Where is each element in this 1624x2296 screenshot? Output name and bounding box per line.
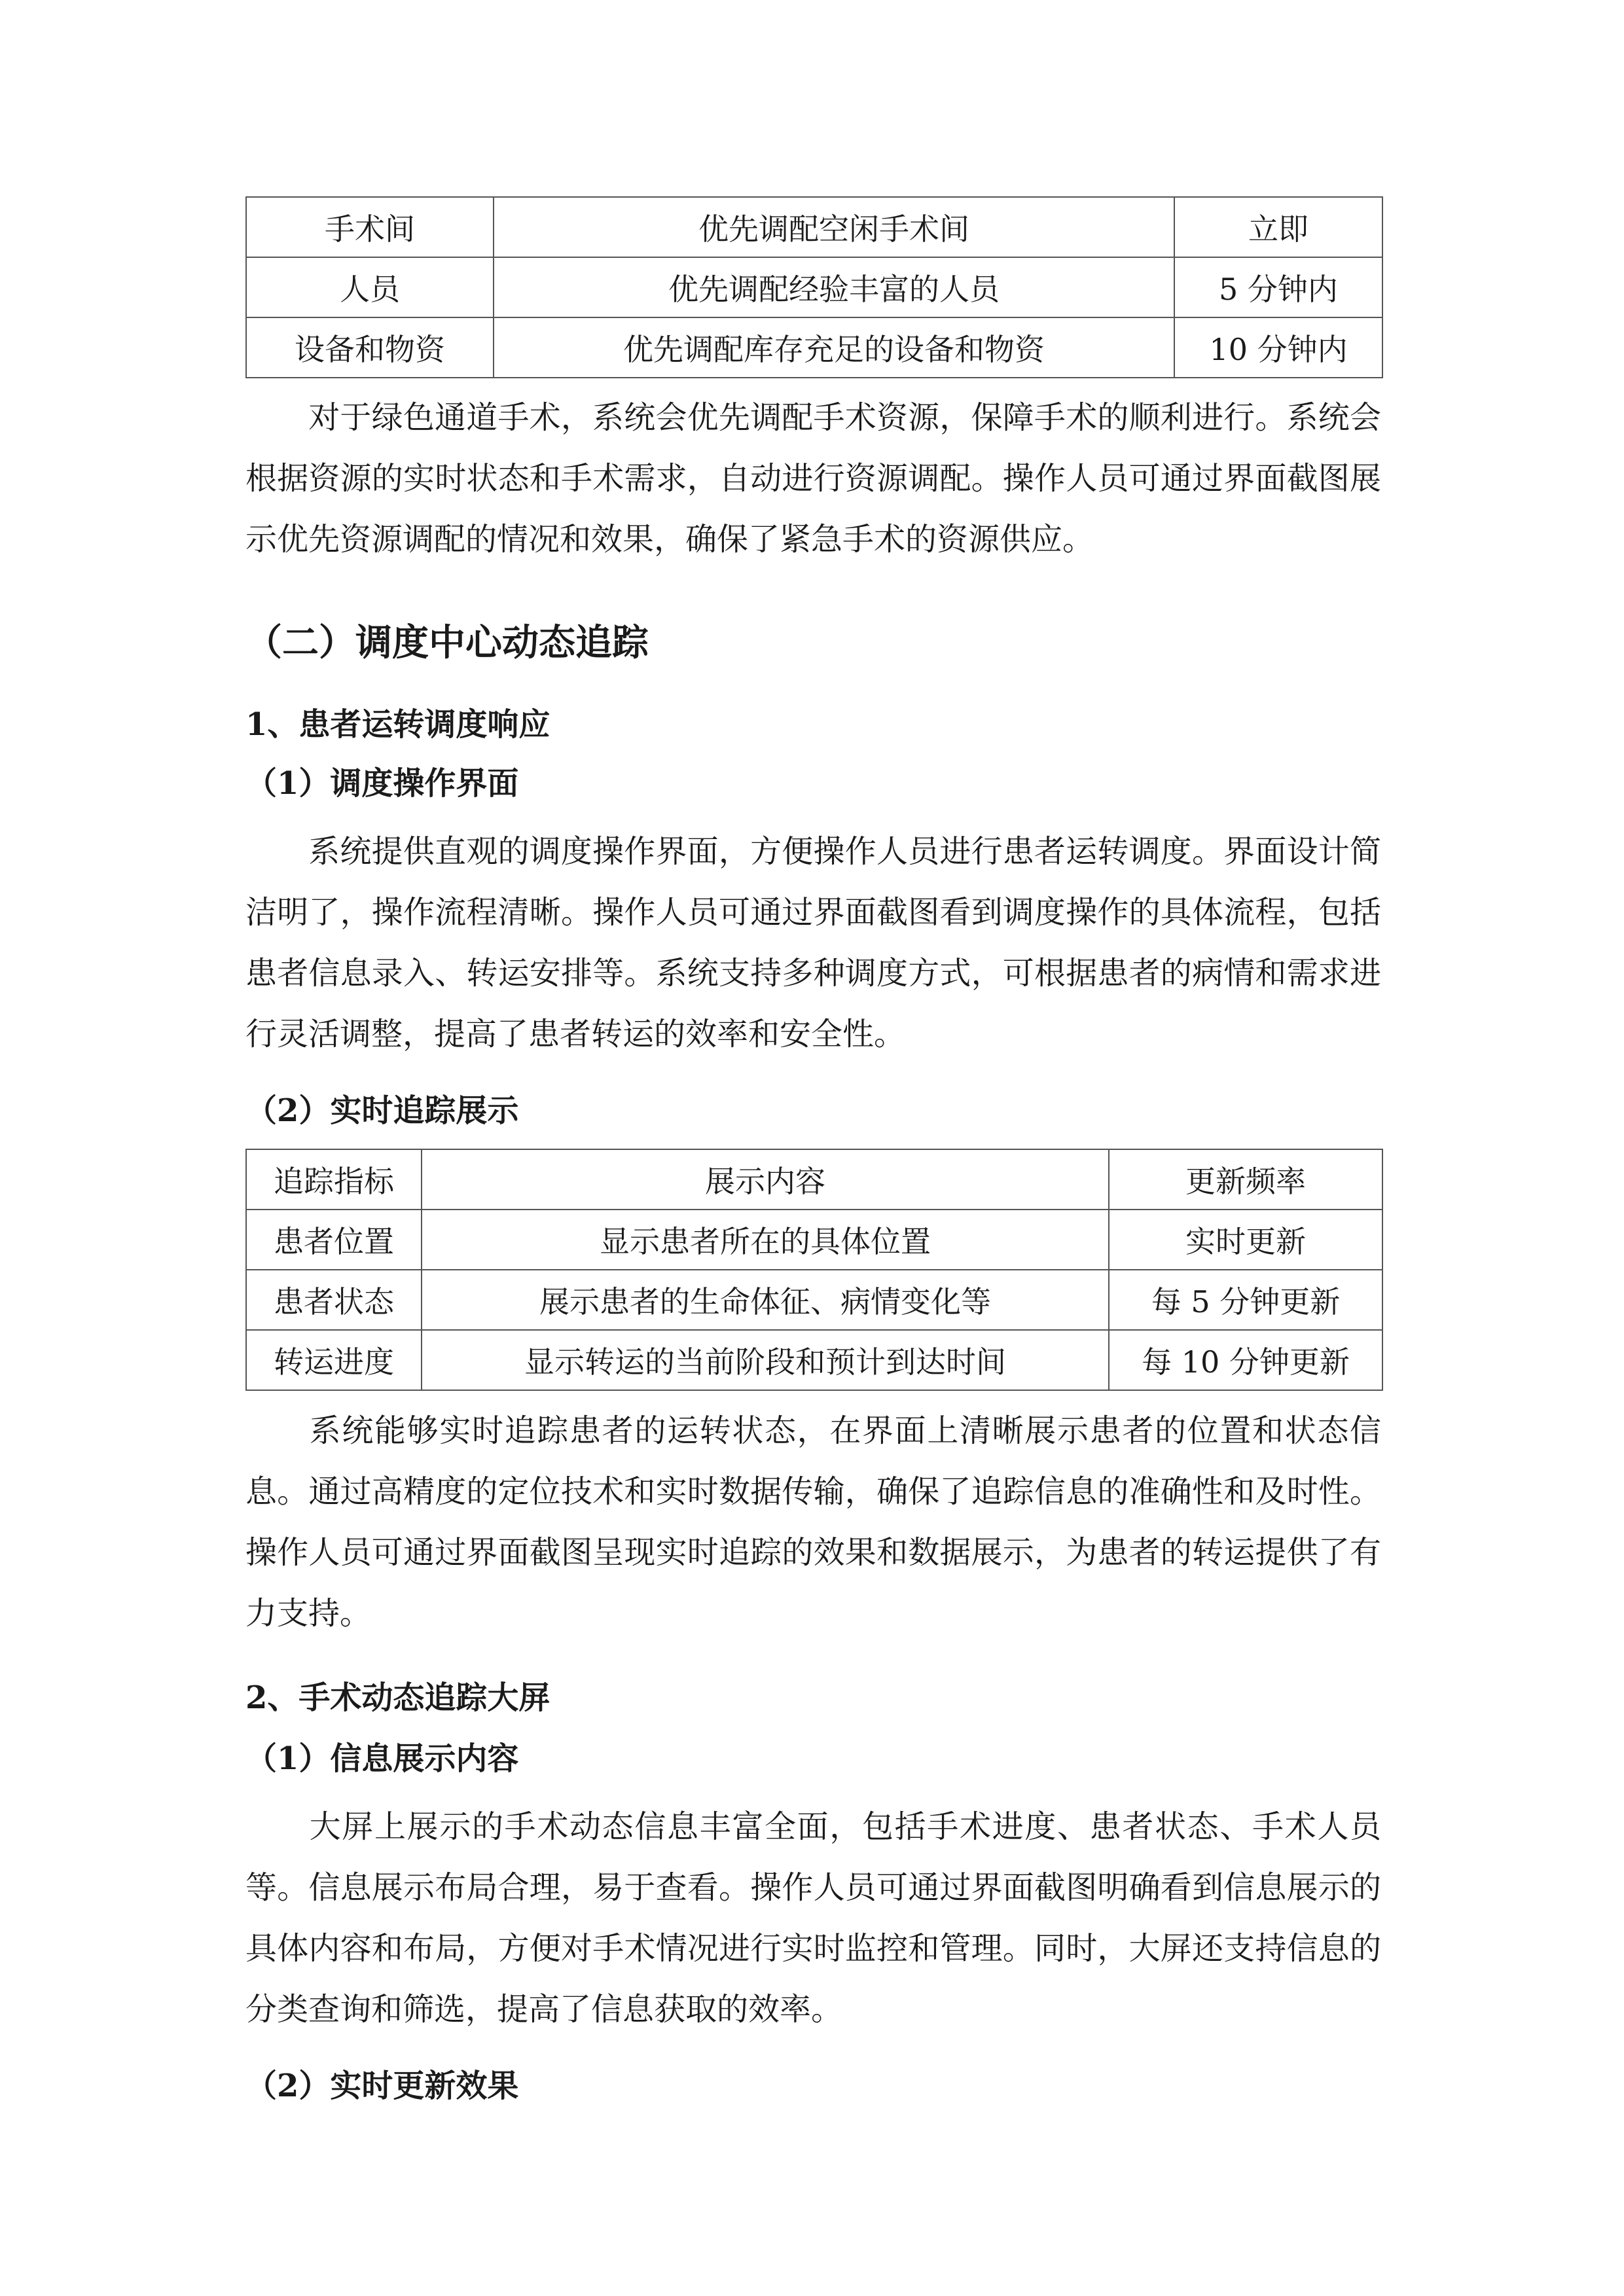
paragraph-realtime-tracking <box>245 1401 1381 1644</box>
table-cell: 优先调配库存充足的设备和物资 <box>494 317 1174 378</box>
tracking-table <box>245 1149 1383 1391</box>
table-cell: 优先调配空闲手术间 <box>494 197 1174 257</box>
resource-allocation-table <box>245 196 1383 378</box>
table-header-row <box>246 1149 1382 1210</box>
paragraph-big-screen <box>245 1797 1381 2040</box>
table-cell: 患者状态 <box>246 1270 422 1330</box>
table-cell: 患者位置 <box>246 1210 422 1270</box>
paragraph-text: 系统提供直观的调度操作界面，方便操作人员进行患者运转调度。界面设计简洁明了，操作流程清晰。操作人员可通过界面截图看到调度操作的具体流程，包括患者信息录入、转运安排等。系统支持多种调度方式，可根据患者的病情和需求进行灵活调整，提高了患者转运的效率和安全性。 <box>245 833 1381 1052</box>
table-cell: 10 分钟内 <box>1174 317 1382 378</box>
table-row <box>246 257 1382 317</box>
column-header: 展示内容 <box>422 1149 1109 1210</box>
table-cell: 转运进度 <box>246 1330 422 1390</box>
table-cell: 显示转运的当前阶段和预计到达时间 <box>422 1330 1109 1390</box>
table-cell: 实时更新 <box>1109 1210 1382 1270</box>
sub-subsection-heading: （1）调度操作界面 <box>245 765 519 802</box>
paragraph-dispatch-interface <box>245 821 1381 1065</box>
sub-subsection-heading: （1）信息展示内容 <box>245 1740 519 1777</box>
table-cell: 展示患者的生命体征、病情变化等 <box>422 1270 1109 1330</box>
table-cell: 设备和物资 <box>246 317 494 378</box>
paragraph-green-channel <box>245 387 1381 570</box>
column-header: 追踪指标 <box>246 1149 422 1210</box>
table-cell: 显示患者所在的具体位置 <box>422 1210 1109 1270</box>
sub-subsection-heading: （2）实时追踪展示 <box>245 1092 519 1129</box>
table-cell: 手术间 <box>246 197 494 257</box>
column-header: 更新频率 <box>1109 1149 1382 1210</box>
paragraph-text: 大屏上展示的手术动态信息丰富全面，包括手术进度、患者状态、手术人员等。信息展示布局合理，易于查看。操作人员可通过界面截图明确看到信息展示的具体内容和布局，方便对手术情况进行实时监控和管理。同时，大屏还支持信息的分类查询和筛选，提高了信息获取的效率。 <box>245 1808 1381 2028</box>
subsection-heading: 2、手术动态追踪大屏 <box>245 1679 550 1716</box>
table-cell: 优先调配经验丰富的人员 <box>494 257 1174 317</box>
paragraph-text: 系统能够实时追踪患者的运转状态，在界面上清晰展示患者的位置和状态信息。通过高精度的定位技术和实时数据传输，确保了追踪信息的准确性和及时性。操作人员可通过界面截图呈现实时追踪的效果和数据展示，为患者的转运提供了有力支持。 <box>245 1412 1381 1632</box>
section-heading: （二）调度中心动态追踪 <box>245 621 649 664</box>
paragraph-text: 对于绿色通道手术，系统会优先调配手术资源，保障手术的顺利进行。系统会根据资源的实时状态和手术需求，自动进行资源调配。操作人员可通过界面截图展示优先资源调配的情况和效果，确保了紧急手术的资源供应。 <box>245 399 1381 558</box>
table-row <box>246 1330 1382 1390</box>
table-row <box>246 197 1382 257</box>
subsection-heading: 1、患者运转调度响应 <box>245 706 550 743</box>
table-cell: 人员 <box>246 257 494 317</box>
table-cell: 每 10 分钟更新 <box>1109 1330 1382 1390</box>
table-row <box>246 317 1382 378</box>
table-row <box>246 1270 1382 1330</box>
table-cell: 立即 <box>1174 197 1382 257</box>
sub-subsection-heading: （2）实时更新效果 <box>245 2068 519 2104</box>
table-cell: 每 5 分钟更新 <box>1109 1270 1382 1330</box>
table-cell: 5 分钟内 <box>1174 257 1382 317</box>
table-row <box>246 1210 1382 1270</box>
